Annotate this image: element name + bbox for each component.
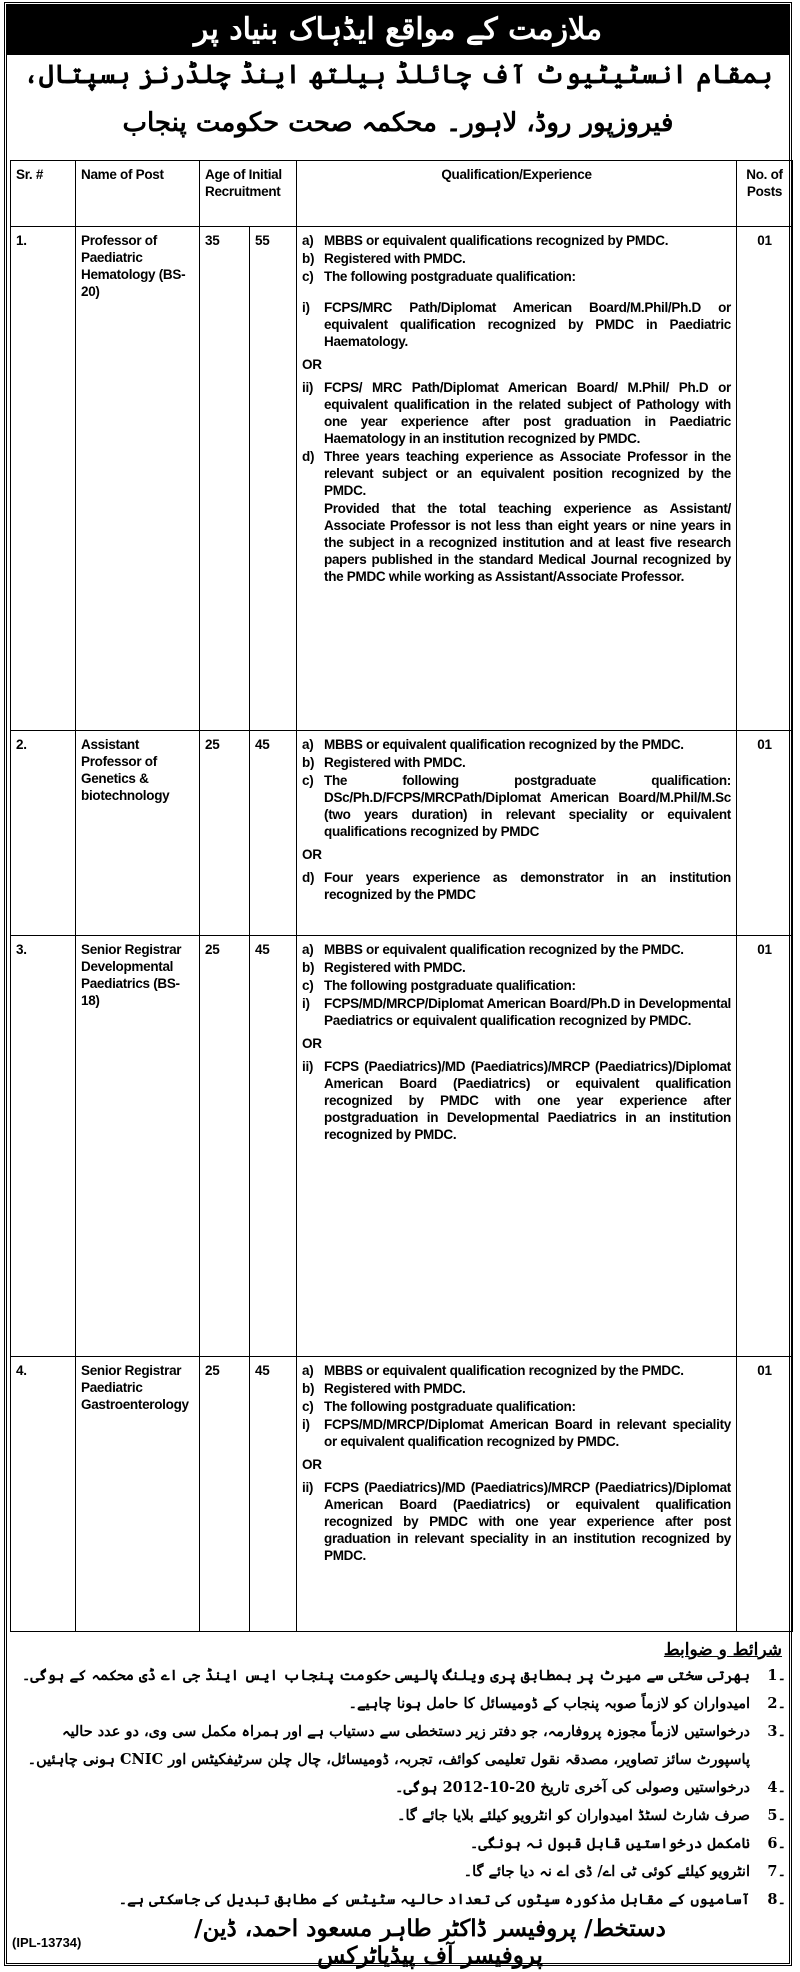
item-marker: ii) bbox=[302, 380, 314, 395]
item-text: MBBS or equivalent qualification recognized by the PMDC. bbox=[324, 1363, 684, 1378]
item-marker: c) bbox=[302, 1399, 314, 1414]
max-age: 45 bbox=[250, 731, 297, 936]
item-marker: ii) bbox=[302, 1059, 314, 1074]
posts-count: 01 bbox=[737, 227, 793, 731]
item-marker: b) bbox=[302, 251, 315, 266]
item-text: FCPS/ MRC Path/Diplomat American Board/ M.Phil/ Ph.D or equivalent qualification in the related subject of Pathology with one year experience after post graduation in Paediatric Haematology in an institution recognized by PMDC. bbox=[324, 380, 731, 446]
post-name: Professor of Paediatric Hematology (BS-20) bbox=[76, 227, 200, 731]
item-text: MBBS or equivalent qualification recognized by the PMDC. bbox=[324, 942, 684, 957]
item-marker: c) bbox=[302, 773, 314, 788]
qualification-item bbox=[302, 379, 731, 447]
item-text: FCPS/MD/MRCP/Diplomat American Board in relevant speciality or equivalent qualification recognized by PMDC. bbox=[324, 1417, 731, 1449]
condition-number: 4۔ bbox=[767, 1779, 786, 1796]
min-age: 25 bbox=[200, 1357, 250, 1632]
terms-heading: شرائط و ضوابط bbox=[663, 1640, 782, 1660]
qualification-item bbox=[302, 977, 731, 994]
table-row bbox=[11, 936, 793, 1357]
signature-line: دستخط/ پروفیسر ڈاکٹر طاہر مسعود احمد، ڈین/ پروفیسر آف پیڈیاٹرکس bbox=[194, 1915, 666, 1969]
item-marker: i) bbox=[302, 1417, 310, 1432]
qualification-item bbox=[302, 736, 731, 753]
qualification-item bbox=[302, 754, 731, 771]
qualification-item bbox=[302, 1456, 731, 1473]
address-line: فیروزپور روڈ، لاہور۔ محکمہ صحت حکومت پنجاب bbox=[122, 108, 674, 138]
sr-number: 3. bbox=[11, 936, 76, 1357]
item-text: Four years experience as demonstrator in an institution recognized by the PMDC bbox=[324, 870, 731, 902]
item-marker: i) bbox=[302, 996, 310, 1011]
qualification-item bbox=[302, 448, 731, 499]
qualification-item bbox=[302, 232, 731, 249]
condition-number: 1۔ bbox=[767, 1667, 786, 1684]
condition-text: درخواستیں وصولی کی آخری تاریخ 20-10-2012 ہوگی۔ bbox=[395, 1779, 750, 1796]
table-header-row bbox=[11, 161, 793, 227]
post-name: Assistant Professor of Genetics & biotechnology bbox=[76, 731, 200, 936]
max-age: 45 bbox=[250, 936, 297, 1357]
item-marker: d) bbox=[302, 870, 315, 885]
sr-number: 2. bbox=[11, 731, 76, 936]
item-text: FCPS (Paediatrics)/MD (Paediatrics)/MRCP (Paediatrics)/Diplomat American Board (Paediatrics) or equivalent qualification recognized by PMDC with one year experience after post graduation in relevant speciality in an institution recognized by PMDC. bbox=[324, 1480, 731, 1563]
item-marker: a) bbox=[302, 233, 314, 248]
posts-count: 01 bbox=[737, 1357, 793, 1632]
col-sr: Sr. # bbox=[11, 161, 76, 227]
item-marker: b) bbox=[302, 960, 315, 975]
qualification-item bbox=[302, 959, 731, 976]
max-age: 45 bbox=[250, 1357, 297, 1632]
table-row bbox=[11, 227, 793, 731]
qualification-cell bbox=[297, 227, 737, 731]
item-marker bbox=[302, 500, 324, 585]
item-text: The following postgraduate qualification: bbox=[324, 269, 576, 284]
condition-text: آسامیوں کے مقابل مذکورہ سیٹوں کی تعداد حالیہ سٹیٹس کے مطابق تبدیل کی جاسکتی ہے۔ bbox=[118, 1891, 750, 1908]
reference-number: (IPL-13734) bbox=[12, 1935, 82, 1950]
posts-count: 01 bbox=[737, 936, 793, 1357]
qualification-item bbox=[302, 1416, 731, 1450]
max-age: 55 bbox=[250, 227, 297, 731]
qualification-item bbox=[302, 772, 731, 840]
item-marker: d) bbox=[302, 449, 315, 464]
item-marker: a) bbox=[302, 737, 314, 752]
qualification-item bbox=[302, 1058, 731, 1143]
terms-and-conditions bbox=[10, 1640, 786, 1914]
item-text: Three years teaching experience as Associate Professor in the relevant subject or an equivalent position recognized by the PMDC. bbox=[324, 449, 731, 498]
qualification-item bbox=[302, 268, 731, 285]
condition-text: صرف شارٹ لسٹڈ امیدواران کو انٹرویو کیلئے بلایا جائے گا۔ bbox=[396, 1807, 750, 1824]
condition-number: 7۔ bbox=[767, 1863, 786, 1880]
qualification-item bbox=[302, 250, 731, 267]
qualification-item bbox=[302, 846, 731, 863]
institution-line: بمقام انسٹیٹیوٹ آف چائلڈ ہیلتھ اینڈ چلڈرنز ہسپتال، bbox=[23, 60, 773, 90]
qualification-item bbox=[302, 1035, 731, 1052]
item-text: FCPS (Paediatrics)/MD (Paediatrics)/MRCP (Paediatrics)/Diplomat American Board (Paediatrics) or equivalent qualification recognized by PMDC with one year experience after postgraduation in Developmental Paediatrics in an institution recognized by PMDC. bbox=[324, 1059, 731, 1142]
ad-title-banner: ملازمت کے مواقع ایڈہاک بنیاد پر bbox=[7, 5, 789, 55]
item-marker: i) bbox=[302, 300, 310, 315]
item-marker: b) bbox=[302, 755, 315, 770]
item-text: OR bbox=[302, 847, 322, 862]
qualification-item bbox=[302, 1398, 731, 1415]
condition-item bbox=[10, 1858, 786, 1886]
item-text: OR bbox=[302, 1457, 322, 1472]
item-text: The following postgraduate qualification: bbox=[324, 1399, 576, 1414]
item-marker: ii) bbox=[302, 1480, 314, 1495]
item-text: Registered with PMDC. bbox=[324, 755, 466, 770]
qualification-item bbox=[302, 356, 731, 373]
condition-text: امیدواران کو لازماً صوبہ پنجاب کے ڈومیسائل کا حامل ہونا چاہیے۔ bbox=[348, 1695, 750, 1712]
qualification-cell bbox=[297, 936, 737, 1357]
condition-number: 8۔ bbox=[767, 1891, 786, 1908]
post-name: Senior Registrar Developmental Paediatrics (BS-18) bbox=[76, 936, 200, 1357]
condition-item bbox=[10, 1774, 786, 1802]
posts-count: 01 bbox=[737, 731, 793, 936]
condition-item bbox=[10, 1662, 786, 1690]
item-marker: a) bbox=[302, 942, 314, 957]
qualification-item bbox=[302, 1362, 731, 1379]
condition-number: 3۔ bbox=[767, 1723, 786, 1740]
sr-number: 4. bbox=[11, 1357, 76, 1632]
min-age: 35 bbox=[200, 227, 250, 731]
condition-number: 2۔ bbox=[767, 1695, 786, 1712]
min-age: 25 bbox=[200, 731, 250, 936]
col-posts: No. of Posts bbox=[737, 161, 793, 227]
item-text: MBBS or equivalent qualification recognized by the PMDC. bbox=[324, 737, 684, 752]
qualification-item bbox=[302, 941, 731, 958]
item-text: Provided that the total teaching experience as Assistant/ Associate Professor is not less than eight years or nine years in the subject in a recognized institution and at least five research papers published in the standard Medical Journal recognized by the PMDC while working as Assistant/Associate Professor. bbox=[324, 501, 731, 584]
item-text: FCPS/MRC Path/Diplomat American Board/M.Phil/Ph.D or equivalent qualification recognized by PMDC in Paediatric Haematology. bbox=[324, 300, 731, 349]
vacancies-table bbox=[10, 160, 793, 1632]
item-marker: a) bbox=[302, 1363, 314, 1378]
item-marker: c) bbox=[302, 269, 314, 284]
col-age: Age of Initial Recruitment bbox=[200, 161, 297, 227]
item-marker: c) bbox=[302, 978, 314, 993]
item-marker: b) bbox=[302, 1381, 315, 1396]
item-text: OR bbox=[302, 1036, 322, 1051]
condition-item bbox=[10, 1802, 786, 1830]
condition-item bbox=[10, 1830, 786, 1858]
item-text: The following postgraduate qualification: bbox=[324, 978, 576, 993]
qualification-item bbox=[302, 995, 731, 1029]
item-text: MBBS or equivalent qualifications recognized by PMDC. bbox=[324, 233, 669, 248]
table-row bbox=[11, 1357, 793, 1632]
qualification-item bbox=[302, 869, 731, 903]
condition-text: بھرتی سختی سے میرٹ پر بمطابق پری ویلنگ پالیسی حکومت پنجاب ایس اینڈ جی اے ڈی محکمہ کے ہوگی۔ bbox=[21, 1667, 750, 1684]
sr-number: 1. bbox=[11, 227, 76, 731]
qualification-item bbox=[302, 1380, 731, 1397]
col-name: Name of Post bbox=[76, 161, 200, 227]
qualification-item bbox=[302, 500, 731, 585]
col-qualification: Qualification/Experience bbox=[297, 161, 737, 227]
table-row bbox=[11, 731, 793, 936]
qualification-cell bbox=[297, 731, 737, 936]
qualification-item bbox=[302, 299, 731, 350]
item-text: FCPS/MD/MRCP/Diplomat American Board/Ph.D in Developmental Paediatrics or equivalent qualification recognized by PMDC. bbox=[324, 996, 731, 1028]
condition-number: 5۔ bbox=[767, 1807, 786, 1824]
item-text: The following postgraduate qualification: DSc/Ph.D/FCPS/MRCPath/Diplomat American Board/M.Phil/M.Sc (two years duration) in relevant speciality or equivalent qualifications recognized by PMDC bbox=[324, 773, 731, 839]
min-age: 25 bbox=[200, 936, 250, 1357]
condition-item bbox=[10, 1718, 786, 1774]
qualification-cell bbox=[297, 1357, 737, 1632]
item-text: OR bbox=[302, 357, 322, 372]
condition-item bbox=[10, 1690, 786, 1718]
item-text: Registered with PMDC. bbox=[324, 1381, 466, 1396]
condition-text: نامکمل درخواستیں قابل قبول نہ ہونگی۔ bbox=[469, 1835, 750, 1852]
item-text: Registered with PMDC. bbox=[324, 251, 466, 266]
condition-text: انٹرویو کیلئے کوئی ٹی اے/ ڈی اے نہ دیا جائے گا۔ bbox=[463, 1863, 750, 1880]
condition-item bbox=[10, 1886, 786, 1914]
condition-text: درخواستیں لازماً مجوزہ پروفارمہ، جو دفتر زیر دستخطی سے دستیاب ہے اور ہمراہ مکمل سی وی، دو عدد حالیہ پاسپورٹ سائز تصاویر، مصدقہ نقول تعلیمی کوائف، تجربہ، ڈومیسائل، چال چلن سرٹیفکیٹس اور CNIC ہونی چاہئیں۔ bbox=[27, 1723, 750, 1768]
post-name: Senior Registrar Paediatric Gastroenterology bbox=[76, 1357, 200, 1632]
qualification-item bbox=[302, 1479, 731, 1564]
item-text: Registered with PMDC. bbox=[324, 960, 466, 975]
condition-number: 6۔ bbox=[767, 1835, 786, 1852]
